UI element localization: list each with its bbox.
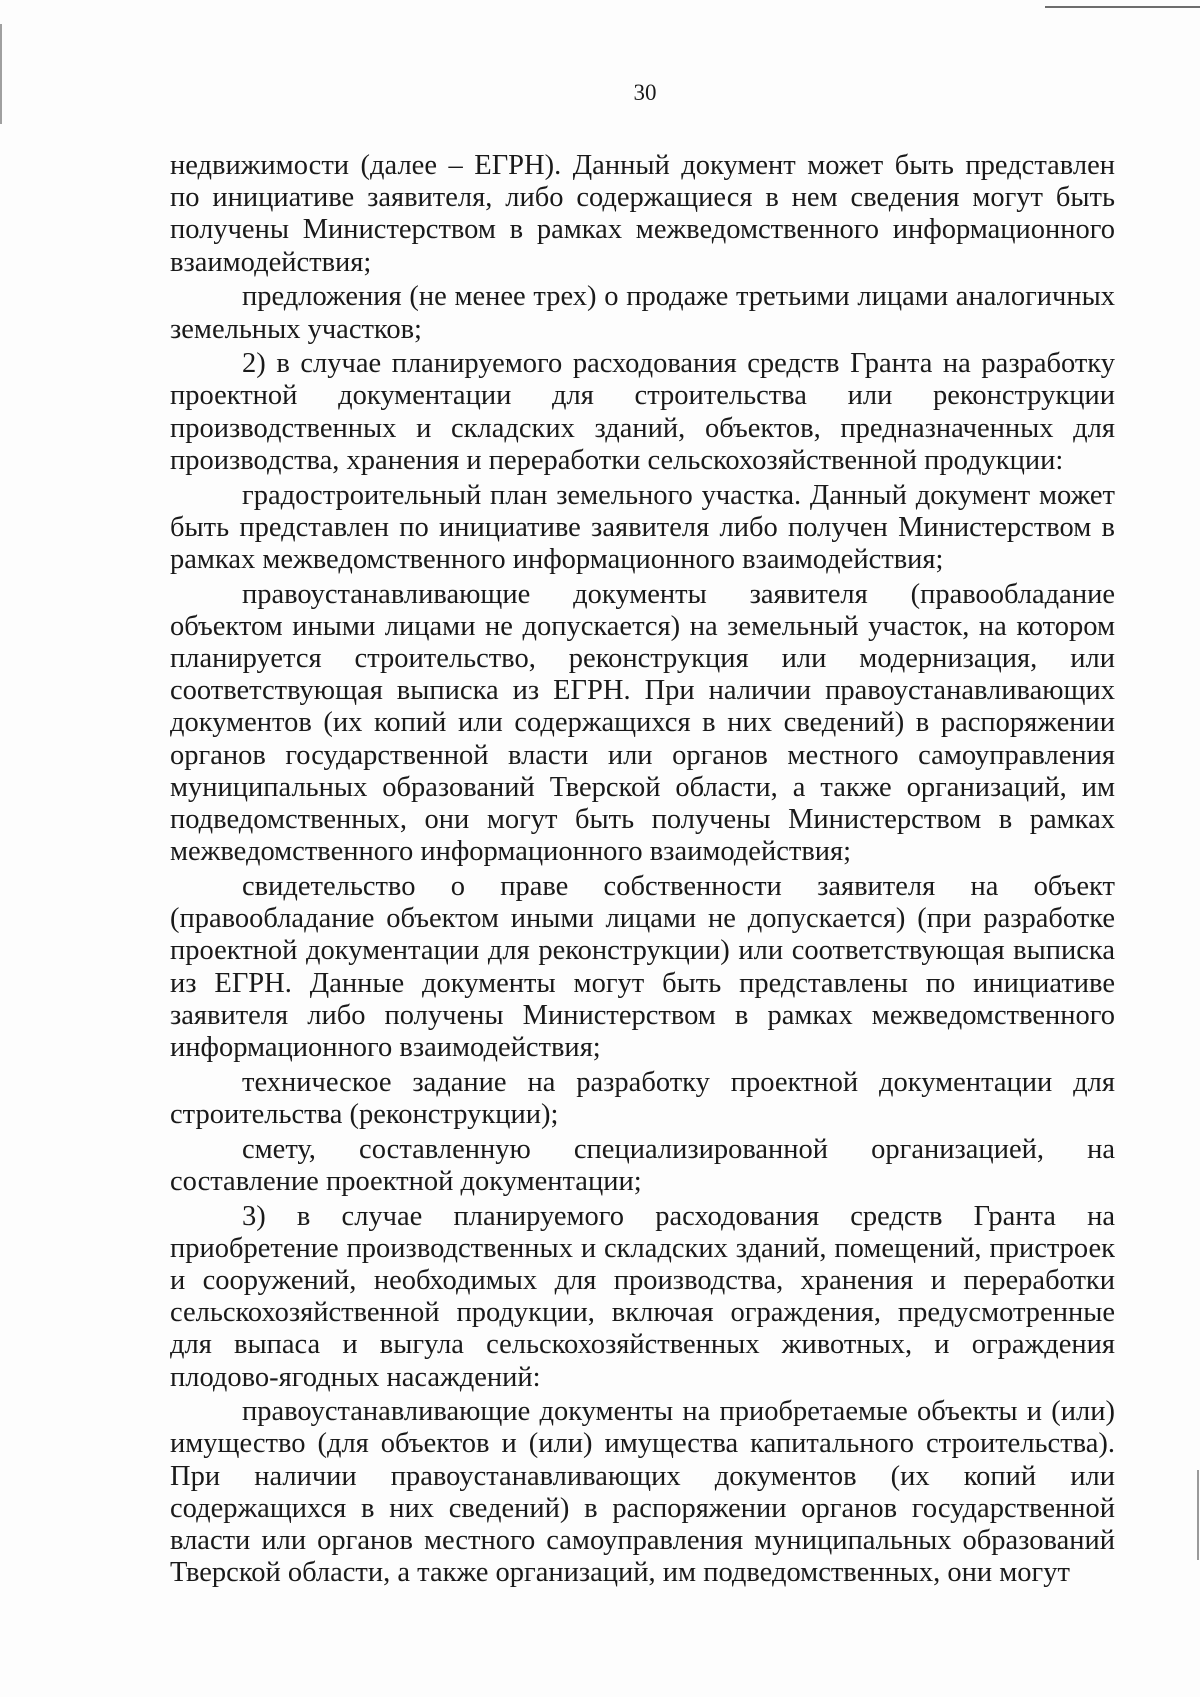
paragraph: техническое задание на разработку проектной документации для строительства (реконструкции); <box>170 1066 1115 1130</box>
paragraph: смету, составленную специализированной организацией, на составление проектной документации; <box>170 1133 1115 1197</box>
paragraph: 2) в случае планируемого расходования средств Гранта на разработку проектной документации для строительства или реконструкции производственных и складских зданий, объектов, предназначенных для производства, хранения и переработки сельскохозяйственной продукции: <box>170 348 1115 476</box>
scan-edge-mark <box>1045 6 1200 8</box>
scan-edge-mark <box>1197 1470 1199 1560</box>
paragraph: недвижимости (далее – ЕГРН). Данный документ может быть представлен по инициативе заявителя, либо содержащиеся в нем сведения могут быть получены Министерством в рамках межведомственного информационного взаимодействия; <box>170 150 1115 278</box>
paragraph: свидетельство о праве собственности заявителя на объект (правообладание объектом иными лицами не допускается) (при разработке проектной документации для реконструкции) или соответствующая выписка из ЕГРН. Данные документы могут быть представлены по инициативе заявителя либо получены Министерством в рамках межведомственного информационного взаимодействия; <box>170 870 1115 1063</box>
page-number: 30 <box>633 80 657 105</box>
paragraph: правоустанавливающие документы на приобретаемые объекты и (или) имущество (для объектов и (или) имущества капитального строительства). При наличии правоустанавливающих документов (их копий или содержащихся в них сведений) в распоряжении органов государственной власти или органов местного самоуправления муниципальных образований Тверской области, а также организаций, им подведомственных, они могут <box>170 1396 1115 1589</box>
document-body <box>170 150 1115 1592</box>
paragraph: градостроительный план земельного участка. Данный документ может быть представлен по инициативе заявителя либо получен Министерством в рамках межведомственного информационного взаимодействия; <box>170 479 1115 575</box>
scan-edge-mark <box>0 24 2 124</box>
paragraph: предложения (не менее трех) о продаже третьими лицами аналогичных земельных участков; <box>170 281 1115 345</box>
paragraph: правоустанавливающие документы заявителя (правообладание объектом иными лицами не допускается) на земельный участок, на котором планируется строительство, реконструкция или модернизация, или соответствующая выписка из ЕГРН. При наличии правоустанавливающих документов (их копий или содержащихся в них сведений) в распоряжении органов государственной власти или органов местного самоуправления муниципальных образований Тверской области, а также организаций, им подведомственных, они могут быть получены Министерством в рамках межведомственного информационного взаимодействия; <box>170 578 1115 868</box>
paragraph: 3) в случае планируемого расходования средств Гранта на приобретение производственных и складских зданий, помещений, пристроек и сооружений, необходимых для производства, хранения и переработки сельскохозяйственной продукции, включая ограждения, предусмотренные для выпаса и выгула сельскохозяйственных животных, и ограждения плодово-ягодных насаждений: <box>170 1200 1115 1393</box>
